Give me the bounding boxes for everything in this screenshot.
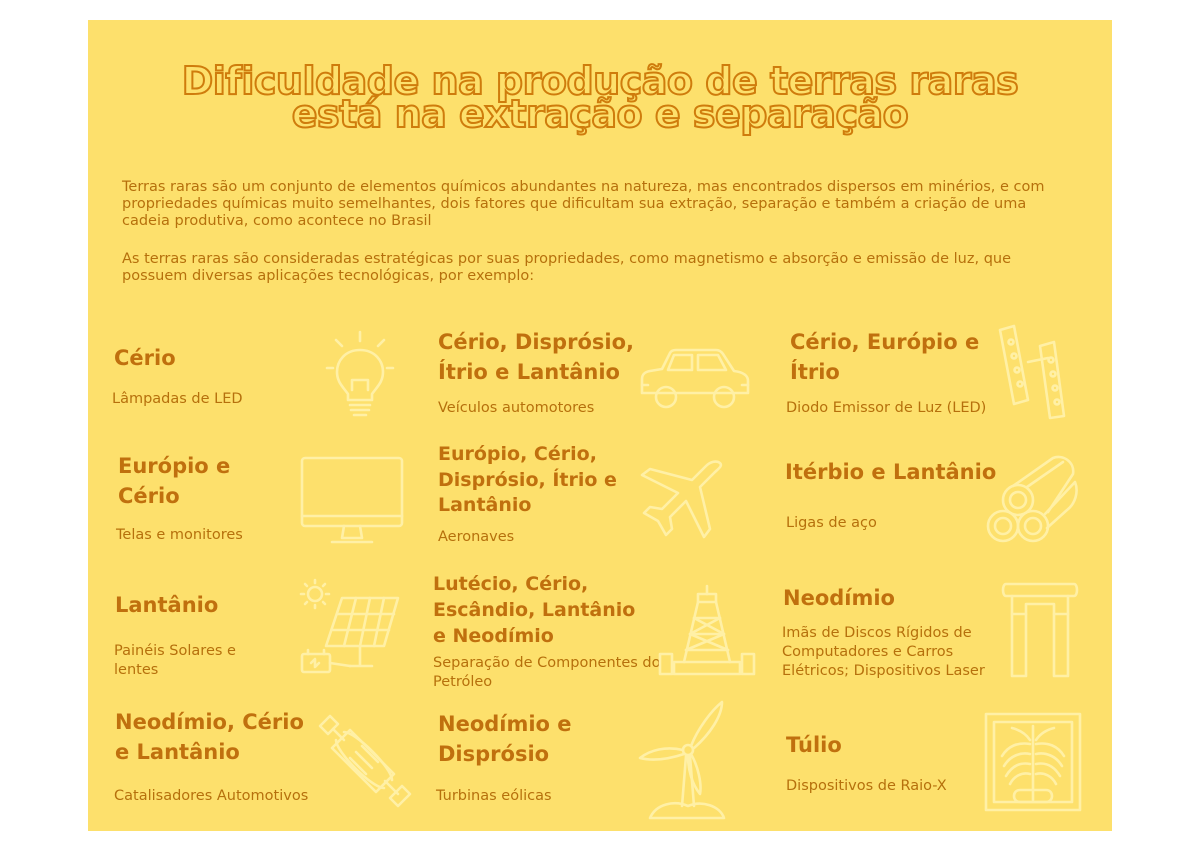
- item-elements: Lantânio: [115, 593, 219, 617]
- solar-panel-icon: [298, 578, 402, 678]
- item-elements: Neodímio: [783, 586, 895, 610]
- item-elements: Cério, Európio e Ítrio: [790, 330, 980, 384]
- item-application: Aeronaves: [438, 529, 515, 545]
- intro-paragraph-2: As terras raras são consideradas estratégicas por suas propriedades, como magnetismo e absorção e emissão de luz, que possuem diversas aplicações tecnológicas, por exemplo:: [122, 251, 1012, 284]
- item-application: Imãs de Discos Rígidos de Computadores e Carros Elétricos; Dispositivos Laser: [782, 625, 985, 679]
- oil-derrick-icon: [658, 582, 756, 680]
- title-line-2: está na extração e separação: [291, 92, 909, 136]
- item-application: Lâmpadas de LED: [112, 391, 243, 407]
- xray-icon: [982, 710, 1084, 814]
- item-application: Painéis Solares e lentes: [114, 643, 236, 678]
- led-strip-icon: [996, 322, 1072, 420]
- intro-paragraph-1: Terras raras são um conjunto de elementos químicos abundantes na natureza, mas encontrados dispersos em minérios, e com propriedades químicas muito semelhantes, dois fatores que dificultam sua extração, separação e também a criação de uma cadeia produtiva, como acontece no Brasil: [122, 179, 1045, 229]
- item-elements: Európio e Cério: [118, 454, 231, 508]
- item-application: Catalisadores Automotivos: [114, 788, 309, 804]
- catalytic-converter-icon: [316, 712, 412, 808]
- item-application: Turbinas eólicas: [436, 788, 552, 804]
- item-elements: Neodímio e Disprósio: [438, 712, 572, 766]
- lightbulb-icon: [324, 328, 396, 420]
- wind-turbine-icon: [636, 698, 736, 822]
- airplane-icon: [636, 457, 728, 543]
- item-elements: Cério: [114, 346, 176, 370]
- item-elements: Lutécio, Cério, Escândio, Lantânio e Neodímio: [433, 573, 636, 647]
- magnet-icon: [1000, 580, 1080, 680]
- car-icon: [636, 345, 754, 413]
- monitor-icon: [298, 454, 406, 546]
- item-application: Veículos automotores: [438, 400, 595, 416]
- item-application: Ligas de aço: [786, 515, 877, 531]
- item-elements: Itérbio e Lantânio: [785, 460, 997, 484]
- item-elements: Cério, Disprósio, Ítrio e Lantânio: [438, 330, 634, 384]
- item-elements: Túlio: [786, 733, 842, 757]
- title-line-1: Dificuldade na produção de terras raras: [181, 59, 1019, 103]
- infographic-panel: [88, 20, 1112, 831]
- item-application: Telas e monitores: [116, 527, 243, 543]
- item-application: Dispositivos de Raio-X: [786, 778, 947, 794]
- item-application: Diodo Emissor de Luz (LED): [786, 400, 987, 416]
- item-application: Separação de Componentes do Petróleo: [433, 655, 661, 690]
- item-elements: Neodímio, Cério e Lantânio: [115, 710, 304, 764]
- item-elements: Európio, Cério, Disprósio, Ítrio e Lantânio: [438, 443, 617, 516]
- steel-pipes-icon: [983, 452, 1081, 546]
